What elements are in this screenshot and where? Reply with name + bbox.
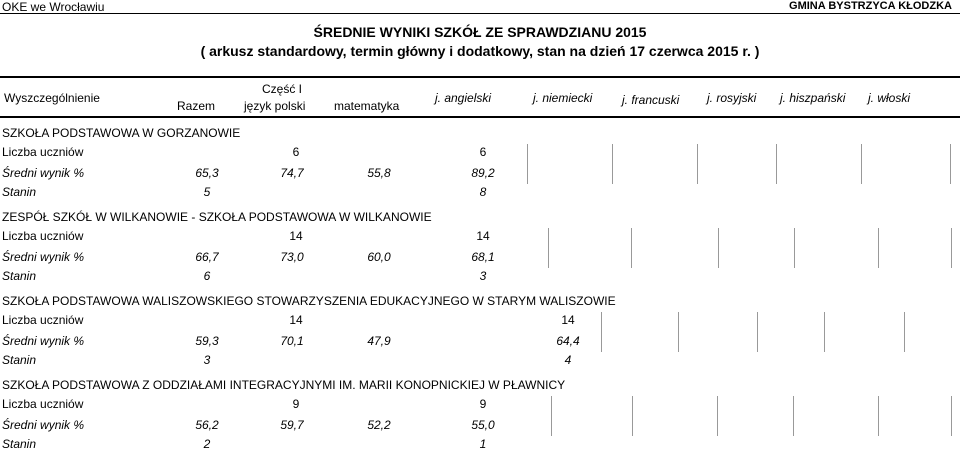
sredni-razem: 66,7 [195, 250, 219, 264]
column-divider [950, 144, 951, 184]
stanin-razem: 6 [203, 269, 211, 283]
column-divider [548, 228, 549, 268]
row-label-stanin: Stanin [2, 269, 37, 283]
column-divider [551, 396, 552, 436]
col-czesc-i: Część I [262, 82, 303, 96]
row-label-sredni: Średni wynik % [2, 166, 85, 180]
col-francuski: j. francuski [622, 93, 680, 107]
stanin-razem: 3 [203, 353, 211, 367]
column-divider [718, 228, 719, 268]
col-angielski: j. angielski [435, 91, 492, 105]
col-matematyka: matematyka [334, 99, 400, 113]
stanin-angielski: 4 [564, 353, 572, 367]
stanin-razem: 5 [203, 185, 211, 199]
sredni-matematyka: 47,9 [367, 334, 391, 348]
row-label-stanin: Stanin [2, 185, 37, 199]
sredni-polski: 73,0 [280, 250, 304, 264]
school-name: ZESPÓŁ SZKÓŁ W WILKANOWIE - SZKOŁA PODSTAWOWA W WILKANOWIE [2, 210, 432, 224]
sredni-angielski: 64,4 [556, 334, 580, 348]
liczba-czesc-i: 14 [289, 229, 303, 243]
column-divider [861, 144, 862, 184]
header-bottom-rule [0, 116, 960, 118]
sredni-razem: 65,3 [195, 166, 219, 180]
column-divider [632, 396, 633, 436]
stanin-angielski: 1 [479, 437, 487, 451]
liczba-angielski: 9 [479, 397, 487, 411]
column-divider [776, 144, 777, 184]
column-divider [824, 312, 825, 352]
column-divider [904, 312, 905, 352]
liczba-angielski: 14 [476, 229, 490, 243]
column-divider [951, 396, 952, 436]
col-hiszpanski: j. hiszpański [780, 91, 846, 105]
column-divider [631, 228, 632, 268]
sredni-matematyka: 60,0 [367, 250, 391, 264]
col-wyszczegolnienie: Wyszczególnienie [4, 91, 100, 105]
row-label-stanin: Stanin [2, 353, 37, 367]
row-label-liczba: Liczba uczniów [2, 397, 84, 411]
row-label-stanin: Stanin [2, 437, 37, 451]
row-label-sredni: Średni wynik % [2, 334, 85, 348]
row-label-liczba: Liczba uczniów [2, 313, 84, 327]
stanin-angielski: 8 [479, 185, 487, 199]
municipality-name: GMINA BYSTRZYCA KŁODZKA [789, 0, 952, 12]
sredni-matematyka: 55,8 [367, 166, 391, 180]
sredni-angielski: 55,0 [471, 418, 495, 432]
row-label-liczba: Liczba uczniów [2, 145, 84, 159]
report-subtitle: ( arkusz standardowy, termin główny i dodatkowy, stan na dzień 17 czerwca 2015 r. ) [200, 43, 760, 59]
sredni-angielski: 68,1 [471, 250, 495, 264]
column-divider [612, 144, 613, 184]
column-divider [697, 144, 698, 184]
school-name: SZKOŁA PODSTAWOWA Z ODDZIAŁAMI INTEGRACYJNYMI IM. MARII KONOPNICKIEJ W PŁAWNICY [2, 378, 566, 392]
liczba-czesc-i: 14 [289, 313, 303, 327]
stanin-angielski: 3 [479, 269, 487, 283]
school-name: SZKOŁA PODSTAWOWA W GORZANOWIE [2, 126, 241, 140]
column-divider [678, 312, 679, 352]
column-divider [717, 396, 718, 436]
col-jezyk-polski: język polski [244, 99, 306, 113]
report-title: ŚREDNIE WYNIKI SZKÓŁ ZE SPRAWDZIANU 2015 [313, 24, 647, 40]
column-divider [878, 396, 879, 436]
liczba-czesc-i: 6 [292, 145, 300, 159]
column-divider [527, 144, 528, 184]
col-niemiecki: j. niemiecki [533, 91, 593, 105]
row-label-sredni: Średni wynik % [2, 418, 85, 432]
column-divider [878, 228, 879, 268]
sredni-angielski: 89,2 [471, 166, 495, 180]
row-label-liczba: Liczba uczniów [2, 229, 84, 243]
column-divider [794, 228, 795, 268]
liczba-angielski: 6 [479, 145, 487, 159]
organization-name: OKE we Wrocławiu [2, 0, 105, 14]
col-rosyjski: j. rosyjski [707, 91, 757, 105]
sredni-polski: 70,1 [280, 334, 304, 348]
column-divider [951, 228, 952, 268]
sredni-razem: 56,2 [195, 418, 219, 432]
column-divider [757, 312, 758, 352]
sredni-razem: 59,3 [195, 334, 219, 348]
stanin-razem: 2 [203, 437, 211, 451]
sredni-polski: 74,7 [280, 166, 304, 180]
column-divider [793, 396, 794, 436]
row-label-sredni: Średni wynik % [2, 250, 85, 264]
liczba-angielski: 14 [561, 313, 575, 327]
col-wloski: j. włoski [868, 91, 911, 105]
column-divider [601, 312, 602, 352]
liczba-czesc-i: 9 [292, 397, 300, 411]
sredni-polski: 59,7 [280, 418, 304, 432]
header-top-rule [0, 76, 960, 78]
school-name: SZKOŁA PODSTAWOWA WALISZOWSKIEGO STOWARZYSZENIA EDUKACYJNEGO W STARYM WALISZOWIE [2, 294, 616, 308]
sredni-matematyka: 52,2 [367, 418, 391, 432]
col-razem: Razem [177, 99, 216, 113]
